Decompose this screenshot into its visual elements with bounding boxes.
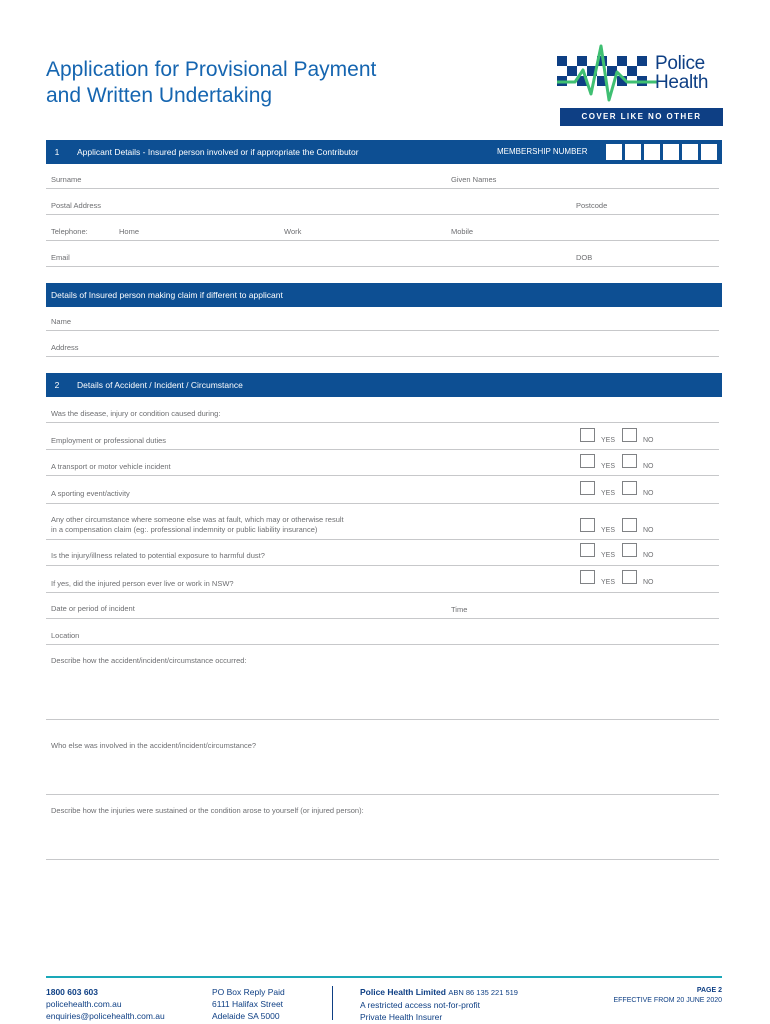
divider bbox=[46, 565, 719, 566]
location-label: Location bbox=[51, 631, 80, 640]
divider bbox=[46, 539, 719, 540]
no-label: NO bbox=[643, 490, 654, 497]
yes-label: YES bbox=[601, 463, 616, 470]
footer-street: 6111 Halifax Street bbox=[212, 999, 284, 1009]
surname-label: Surname bbox=[51, 175, 82, 184]
date-field-line[interactable] bbox=[46, 618, 719, 619]
divider bbox=[46, 503, 719, 504]
injuries-description-field[interactable] bbox=[46, 859, 719, 860]
membership-digit-box[interactable] bbox=[625, 144, 641, 160]
question-transport: A transport or motor vehicle incident bbox=[51, 462, 171, 471]
question-employment: Employment or professional duties bbox=[51, 436, 167, 445]
who-involved-field[interactable] bbox=[46, 794, 719, 795]
postcode-label: Postcode bbox=[576, 201, 608, 210]
membership-digit-box[interactable] bbox=[644, 144, 660, 160]
question-harmful-dust: Is the injury/illness related to potential exposure to harmful dust? bbox=[51, 551, 265, 560]
no-checkbox[interactable] bbox=[622, 518, 637, 532]
title-line-1: Application for Provisional Payment bbox=[46, 58, 377, 81]
address-field-line[interactable] bbox=[46, 356, 719, 357]
work-phone-label: Work bbox=[284, 227, 302, 236]
no-checkbox[interactable] bbox=[622, 481, 637, 495]
yes-checkbox[interactable] bbox=[580, 481, 595, 495]
mobile-label: Mobile bbox=[451, 227, 474, 236]
question-lived-in-nsw: If yes, did the injured person ever live or work in NSW? bbox=[51, 579, 234, 588]
title-line-2: and Written Undertaking bbox=[46, 84, 273, 107]
telephone-label: Telephone: bbox=[51, 227, 88, 236]
yes-checkbox[interactable] bbox=[580, 428, 595, 442]
describe-occurrence-label: Describe how the accident/incident/circumstance occurred: bbox=[51, 656, 247, 665]
section-2-header bbox=[46, 373, 722, 397]
telephone-field-line[interactable] bbox=[46, 240, 719, 241]
divider bbox=[46, 592, 719, 593]
page-title bbox=[46, 57, 376, 109]
claimant-details-header bbox=[46, 283, 722, 307]
checkered-logo-icon bbox=[557, 42, 657, 106]
section-title: Applicant Details - Insured person involved or if appropriate the Contributor bbox=[77, 147, 359, 157]
describe-occurrence-field[interactable] bbox=[46, 719, 719, 720]
no-label: NO bbox=[643, 437, 654, 444]
address-label: Address bbox=[51, 343, 79, 352]
membership-digit-box[interactable] bbox=[606, 144, 622, 160]
membership-number-label: MEMBERSHIP NUMBER bbox=[497, 147, 588, 156]
yes-label: YES bbox=[601, 527, 616, 534]
page-number: PAGE 2 bbox=[696, 987, 722, 994]
effective-date: EFFECTIVE FROM 20 JUNE 2020 bbox=[613, 997, 722, 1004]
yes-checkbox[interactable] bbox=[580, 543, 595, 557]
no-checkbox[interactable] bbox=[622, 543, 637, 557]
tagline: COVER LIKE NO OTHER bbox=[560, 108, 723, 126]
no-label: NO bbox=[643, 527, 654, 534]
no-label: NO bbox=[643, 579, 654, 586]
footer-website[interactable]: policehealth.com.au bbox=[46, 999, 122, 1009]
email-label: Email bbox=[51, 253, 70, 262]
section-number: 1 bbox=[54, 147, 60, 157]
footer-company-name: Police Health Limited bbox=[360, 987, 446, 997]
yes-checkbox[interactable] bbox=[580, 570, 595, 584]
who-involved-label: Who else was involved in the accident/incident/circumstance? bbox=[51, 741, 257, 750]
postal-address-label: Postal Address bbox=[51, 201, 102, 210]
divider bbox=[46, 422, 719, 423]
email-field-line[interactable] bbox=[46, 266, 719, 267]
surname-field-line[interactable] bbox=[46, 188, 719, 189]
footer-desc-2: Private Health Insurer bbox=[360, 1012, 443, 1022]
footer-abn: ABN 86 135 221 519 bbox=[448, 988, 518, 997]
section-number: 2 bbox=[54, 380, 60, 390]
footer-phone[interactable]: 1800 603 603 bbox=[46, 987, 98, 997]
footer-separator bbox=[332, 986, 333, 1020]
membership-digit-box[interactable] bbox=[682, 144, 698, 160]
footer-rule bbox=[46, 976, 722, 978]
location-field-line[interactable] bbox=[46, 644, 719, 645]
injuries-description-label: Describe how the injuries were sustained or the condition arose to yourself (or injured person): bbox=[51, 806, 364, 815]
footer-city: Adelaide SA 5000 bbox=[212, 1011, 280, 1021]
cause-intro: Was the disease, injury or condition caused during: bbox=[51, 409, 221, 418]
no-checkbox[interactable] bbox=[622, 454, 637, 468]
membership-digit-box[interactable] bbox=[663, 144, 679, 160]
logo-word-health: Health bbox=[655, 72, 709, 93]
given-names-label: Given Names bbox=[451, 175, 497, 184]
divider bbox=[46, 475, 719, 476]
footer-email[interactable]: enquiries@policehealth.com.au bbox=[46, 1011, 165, 1021]
yes-label: YES bbox=[601, 579, 616, 586]
section-title: Details of Accident / Incident / Circumstance bbox=[77, 380, 243, 390]
yes-checkbox[interactable] bbox=[580, 518, 595, 532]
section-1-header bbox=[46, 140, 722, 164]
question-other-circumstance-line-2: in a compensation claim (eg:. professional indemnity or public liability insurance) bbox=[51, 525, 318, 534]
yes-label: YES bbox=[601, 490, 616, 497]
question-sporting: A sporting event/activity bbox=[51, 489, 130, 498]
yes-label: YES bbox=[601, 437, 616, 444]
no-checkbox[interactable] bbox=[622, 428, 637, 442]
logo-word-police: Police bbox=[655, 53, 705, 74]
home-phone-label: Home bbox=[119, 227, 140, 236]
no-label: NO bbox=[643, 552, 654, 559]
footer-company bbox=[360, 986, 518, 1023]
footer-page-info bbox=[613, 986, 722, 1006]
dob-label: DOB bbox=[576, 253, 593, 262]
date-of-incident-label: Date or period of incident bbox=[51, 604, 135, 613]
membership-digit-box[interactable] bbox=[701, 144, 717, 160]
footer-address bbox=[212, 986, 285, 1022]
claimant-title: Details of Insured person making claim if different to applicant bbox=[51, 290, 283, 300]
name-label: Name bbox=[51, 317, 72, 326]
time-label: Time bbox=[451, 605, 468, 614]
no-label: NO bbox=[643, 463, 654, 470]
name-field-line[interactable] bbox=[46, 330, 719, 331]
footer-po-box: PO Box Reply Paid bbox=[212, 987, 285, 997]
no-checkbox[interactable] bbox=[622, 570, 637, 584]
question-other-circumstance-line-1: Any other circumstance where someone else was at fault, which may or otherwise result bbox=[51, 515, 344, 524]
postal-address-field-line[interactable] bbox=[46, 214, 719, 215]
footer-contact bbox=[46, 986, 165, 1022]
yes-checkbox[interactable] bbox=[580, 454, 595, 468]
yes-label: YES bbox=[601, 552, 616, 559]
footer-desc-1: A restricted access not-for-profit bbox=[360, 1000, 480, 1010]
divider bbox=[46, 449, 719, 450]
